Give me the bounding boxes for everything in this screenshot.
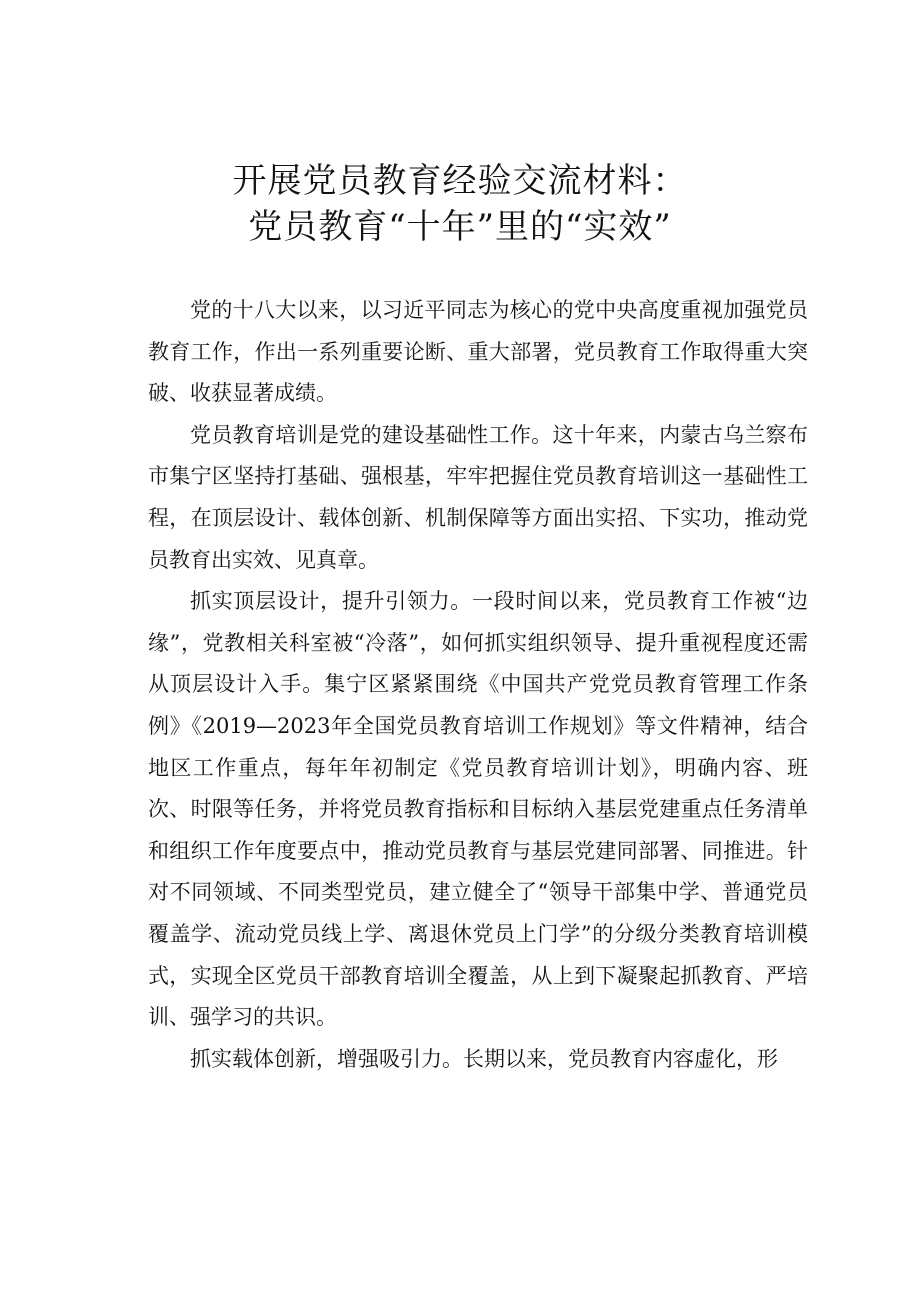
paragraph-3: 抓实顶层设计，提升引领力。一段时间以来，党员教育工作被“边缘”，党教相关科室被“冷落”，如何抓实组织领导、提升重视程度还需从顶层设计入手。集宁区紧紧围绕《中国共产党党员教育管理工作条例》《2019—2023年全国党员教育培训工作规划》等文件精神，结合地区工作重点，每年年初制定《党员教育培训计划》，明确内容、班次、时限等任务，并将党员教育指标和目标纳入基层党建重点任务清单和组织工作年度要点中，推动党员教育与基层党建同部署、同推进。针对不同领域、不同类型党员，建立健全了“领导干部集中学、普通党员覆盖学、流动党员线上学、离退休党员上门学”的分级分类教育培训模式，实现全区党员干部教育培训全覆盖，从上到下凝聚起抓教育、严培训、强学习的共识。: [148, 589, 808, 1030]
document-body: [148, 290, 808, 1080]
document-title: [0, 158, 920, 250]
paragraph-4: 抓实载体创新，增强吸引力。长期以来，党员教育内容虚化，形: [190, 1046, 778, 1071]
paragraph-2: 党员教育培训是党的建设基础性工作。这十年来，内蒙古乌兰察布市集宁区坚持打基础、强根基，牢牢把握住党员教育培训这一基础性工程，在顶层设计、载体创新、机制保障等方面出实招、下实功，推动党员教育出实效、见真章。: [148, 422, 808, 572]
title-line-1: 开展党员教育经验交流材料：: [232, 161, 688, 201]
title-line-2: 党员教育“十年”里的“实效”: [248, 207, 672, 247]
paragraph-1: 党的十八大以来，以习近平同志为核心的党中央高度重视加强党员教育工作，作出一系列重要论断、重大部署，党员教育工作取得重大突破、收获显著成绩。: [148, 298, 808, 406]
